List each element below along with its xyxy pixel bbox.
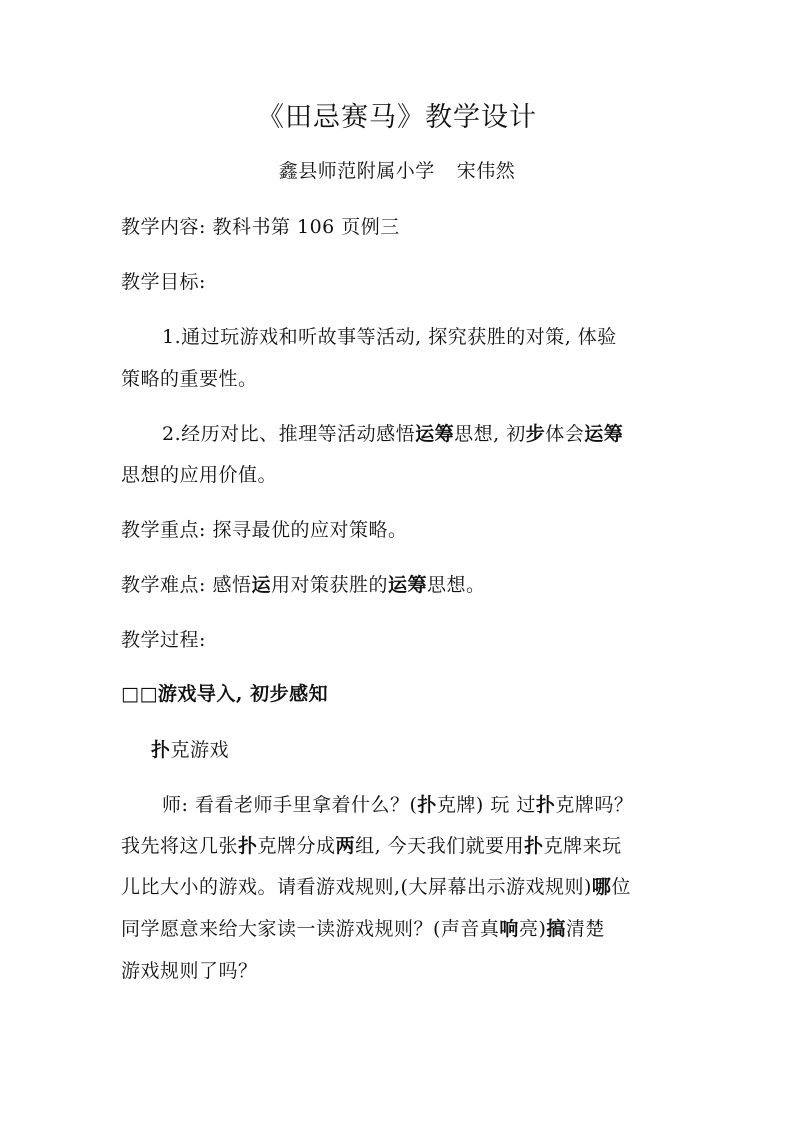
section-1-heading: □□游戏导入, 初步感知 <box>121 683 329 705</box>
key-point: 教学重点: 探寻最优的应对策略。 <box>121 519 408 541</box>
paragraph-line-5: 游戏规则了吗？ <box>121 960 258 982</box>
paragraph-line-4: 同学愿意来给大家读一读游戏规则？(声音真响亮)搞清楚 <box>121 918 605 940</box>
goal-1-line-2: 策略的重要性。 <box>121 368 258 390</box>
goal-1-line-1: 1.通过玩游戏和听故事等活动, 探究获胜的对策, 体验 <box>162 326 617 348</box>
author-name: 宋伟然 <box>456 160 516 182</box>
document-title: 《田忌赛马》教学设计 <box>257 102 537 133</box>
paragraph-line-3: 儿比大小的游戏。请看游戏规则,(大屏幕出示游戏规则)哪位 <box>121 876 631 898</box>
subsection-heading: 扑克游戏 <box>151 739 230 761</box>
goal-2-line-2: 思想的应用价值。 <box>121 464 278 486</box>
paragraph-line-2: 我先将这几张扑克牌分成两组, 今天我们就要用扑克牌来玩 <box>121 835 622 857</box>
paragraph-line-1: 师: 看看老师手里拿着什么？(扑克牌) 玩 过扑克牌吗？ <box>162 794 634 816</box>
author-line <box>0 157 794 185</box>
goal-2-line-1: 2.经历对比、推理等活动感悟运筹思想, 初步体会运筹 <box>162 423 624 445</box>
teaching-goals-label: 教学目标: <box>121 271 206 293</box>
teaching-content: 教学内容: 教科书第 106 页例三 <box>121 216 400 238</box>
difficulty-point: 教学难点: 感悟运用对策获胜的运筹思想。 <box>121 574 486 596</box>
teaching-process-label: 教学过程: <box>121 629 206 651</box>
school-name: 鑫县师范附属小学 <box>278 160 435 182</box>
